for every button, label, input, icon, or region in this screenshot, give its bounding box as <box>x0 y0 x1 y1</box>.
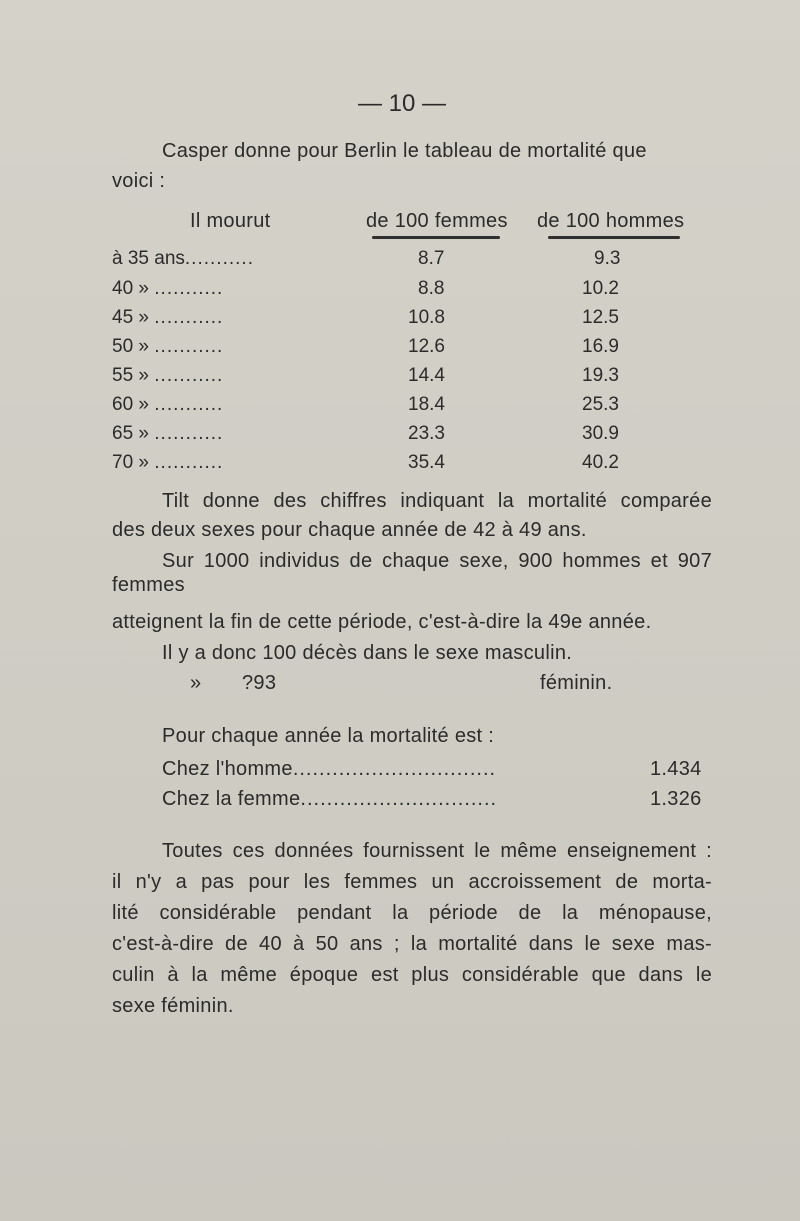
list-item <box>162 758 496 781</box>
row-age-label: 45 » <box>112 307 149 328</box>
row-dots: ........... <box>154 307 224 328</box>
row-age-label: 55 » <box>112 365 149 386</box>
header-underline-men <box>548 236 680 239</box>
table-header-died: Il mourut <box>190 210 271 232</box>
men-value: 9.3 <box>594 248 621 269</box>
mortality-value: 1.326 <box>650 788 702 810</box>
mortality-intro: Pour chaque année la mortalité est : <box>162 725 495 747</box>
table-row <box>112 336 223 358</box>
ditto-mark: » <box>190 672 202 694</box>
tilt-line-2: des deux sexes pour chaque année de 42 à 49 ans. <box>112 519 587 541</box>
row-dots: ........... <box>154 336 224 357</box>
row-age-label: 40 » <box>112 278 149 299</box>
mortality-value: 1.434 <box>650 758 702 780</box>
conclusion-line-1: Toutes ces données fournissent le même enseignement : <box>162 840 712 862</box>
row-dots: ........... <box>154 452 224 473</box>
men-value: 25.3 <box>582 394 619 415</box>
sur-line-4: Il y a donc 100 décès dans le sexe masculin. <box>162 642 573 664</box>
women-value: 12.6 <box>408 336 445 357</box>
men-value: 40.2 <box>582 452 619 473</box>
men-value: 30.9 <box>582 423 619 444</box>
men-value: 10.2 <box>582 278 619 299</box>
table-row <box>112 452 223 474</box>
table-row <box>112 248 254 270</box>
row-age-label: 60 » <box>112 394 149 415</box>
women-value: 10.8 <box>408 307 445 328</box>
men-value: 19.3 <box>582 365 619 386</box>
conclusion-line-5: culin à la même époque est plus considérable que dans le <box>112 964 712 986</box>
tilt-line-1: Tilt donne des chiffres indiquant la mortalité comparée <box>162 490 712 512</box>
table-row <box>112 423 223 445</box>
row-dots: ........... <box>154 365 224 386</box>
mortality-label: Chez l'homme <box>162 758 293 780</box>
women-value: 14.4 <box>408 365 445 386</box>
header-underline-women <box>372 236 500 239</box>
table-header-men: de 100 hommes <box>537 210 685 232</box>
sur-line-3: atteignent la fin de cette période, c'est-à-dire la 49e année. <box>112 611 652 633</box>
sur-line-2: femmes <box>112 574 185 596</box>
sur-line-1: Sur 1000 individus de chaque sexe, 900 hommes et 907 <box>162 550 712 572</box>
row-age-label: 70 » <box>112 452 149 473</box>
row-age-label: 65 » <box>112 423 149 444</box>
row-dots: ........... <box>154 278 224 299</box>
row-dots: ........... <box>154 423 224 444</box>
row-dots: ............................... <box>292 758 497 780</box>
conclusion-line-4: c'est-à-dire de 40 à 50 ans ; la mortalité dans le sexe mas- <box>112 933 712 955</box>
women-value: 23.3 <box>408 423 445 444</box>
conclusion-line-6: sexe féminin. <box>112 995 234 1017</box>
table-row <box>112 278 223 300</box>
table-header-women: de 100 femmes <box>366 210 508 232</box>
men-value: 16.9 <box>582 336 619 357</box>
conclusion-line-2: il n'y a pas pour les femmes un accroissement de morta- <box>112 871 712 893</box>
table-row <box>112 365 223 387</box>
women-value: 35.4 <box>408 452 445 473</box>
table-row <box>112 307 223 329</box>
women-value: 18.4 <box>408 394 445 415</box>
intro-line-1: Casper donne pour Berlin le tableau de mortalité que <box>162 140 647 162</box>
list-item <box>162 788 497 811</box>
female-label: féminin. <box>540 672 613 694</box>
conclusion-line-3: lité considérable pendant la période de la ménopause, <box>112 902 712 924</box>
intro-line-2: voici : <box>112 170 166 192</box>
men-value: 12.5 <box>582 307 619 328</box>
row-dots: .............................. <box>300 788 498 810</box>
row-dots: ........... <box>154 394 224 415</box>
page-number: — 10 — <box>358 90 447 117</box>
row-dots: ........... <box>184 248 254 269</box>
mortality-table <box>112 248 712 488</box>
table-row <box>112 394 223 416</box>
women-value: 8.8 <box>418 278 445 299</box>
female-deaths-value: ?93 <box>242 672 277 694</box>
row-age-label: à 35 ans <box>112 248 185 269</box>
women-value: 8.7 <box>418 248 445 269</box>
row-age-label: 50 » <box>112 336 149 357</box>
mortality-label: Chez la femme <box>162 788 301 810</box>
